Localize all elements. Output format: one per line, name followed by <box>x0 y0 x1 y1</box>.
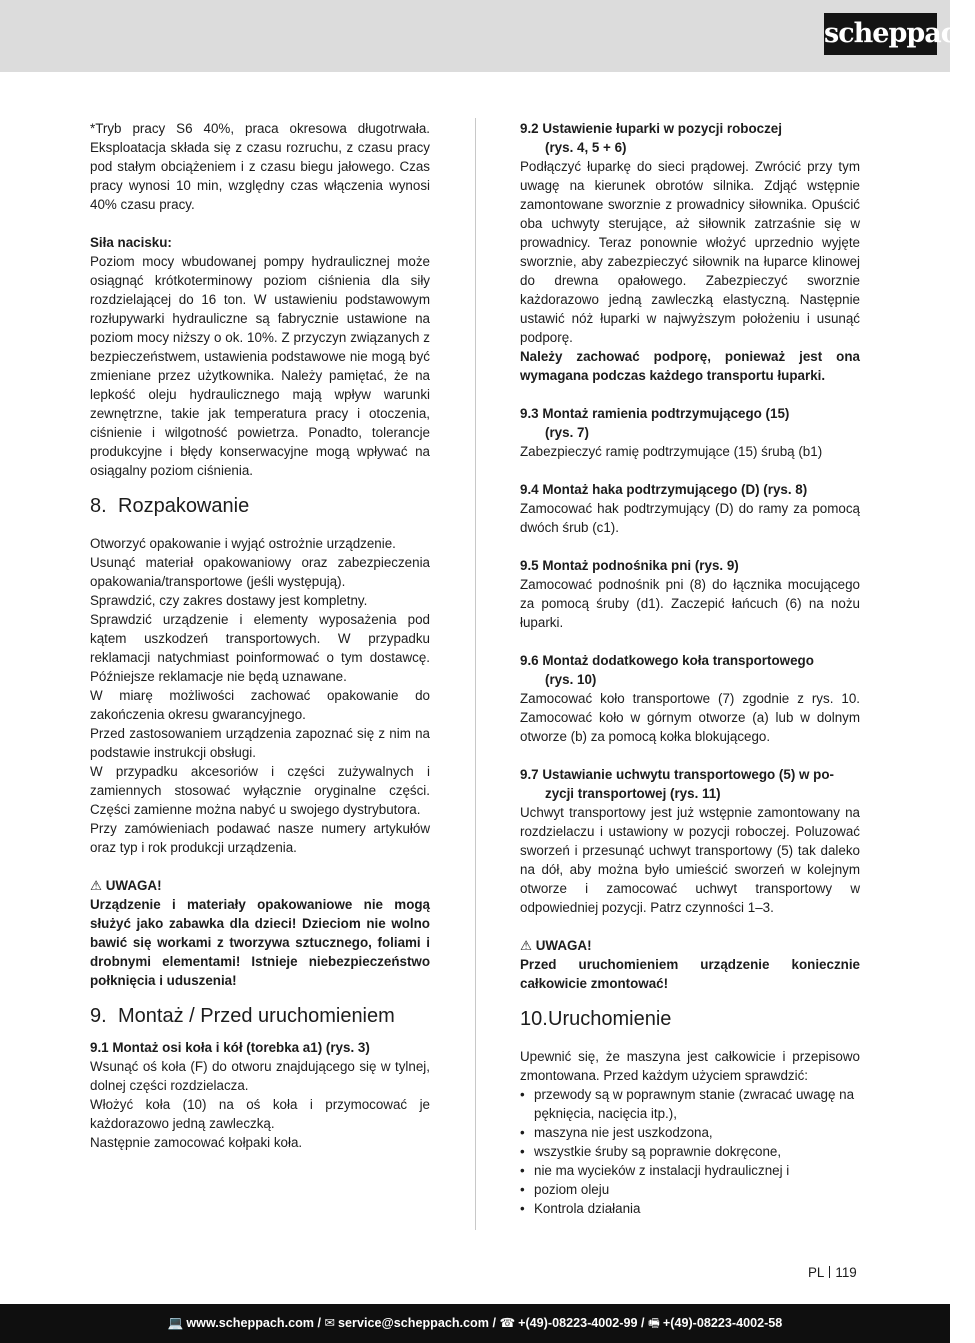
subsection-9-1-paragraph-3: Następnie zamocować kołpaki koła. <box>90 1135 303 1150</box>
subsection-9-1-paragraph-2: Włożyć koła (10) na oś koła i przymocować je każdorazowo jedną zawleczką. <box>90 1097 430 1131</box>
unpack-paragraph-1: Otworzyć opakowanie i wyjąć ostrożnie urządzenie. <box>90 536 396 551</box>
unpack-paragraph-3: Sprawdzić, czy zakres dostawy jest kompletny. <box>90 593 368 608</box>
right-column <box>520 119 860 1218</box>
page-number-separator <box>829 1266 830 1278</box>
warning-text: Urządzenie i materiały opakowaniowe nie mogą służyć jako zabawka dla dzieci! Dzieciom nie wolno bawić się workami z tworzywa sztucznego, foliami i drobnymi elementami! Istnieje niebezpieczeństwo połknięcia i uduszenia! <box>90 897 430 988</box>
subsection-9-5-paragraph: Zamocować podnośnik pni (8) do łącznika mocującego za pomocą śruby (d1). Zaczepić łańcuch (6) na nożu łuparki. <box>520 577 860 630</box>
section-9-heading <box>90 999 430 1029</box>
email-link[interactable]: service@scheppach.com <box>338 1316 489 1330</box>
language-code: PL <box>808 1265 825 1280</box>
section-number: 9. <box>90 1005 107 1027</box>
subsection-9-7-heading <box>520 765 860 803</box>
heading-line-2: (rys. 10) <box>545 672 597 687</box>
section-8-heading <box>90 489 430 519</box>
footer-separator: / <box>641 1316 645 1330</box>
warning-text: Przed uruchomieniem urządzenie koniecznie całkowicie zmontować! <box>520 957 860 991</box>
left-column <box>90 119 430 1152</box>
force-heading: Siła nacisku: <box>90 235 172 250</box>
list-item: • przewody są w poprawnym stanie (zwracać uwagę na pęknięcia, nacięcia itp.), <box>520 1085 860 1123</box>
section-number: 8. <box>90 495 107 517</box>
force-paragraph: Poziom mocy wbudowanej pompy hydraulicznej może osiągnąć krótkoterminowy poziom ciśnienia dla siły rozdzielającej do 16 ton. W ustawieniu podstawowym rozłupywarki hydrauliczne są fabrycznie ustawione na poziom mocy niższy o ok. 10%. Z przyczyn związanych z bezpieczeństwem, ustawienia podstawowe nie mogą być zmieniane przez użytkownika. Należy pamiętać, że na lepkość oleju hydraulicznego mają wpływ warunki zewnętrzne, takie jak temperatura pracy i otoczenia, ciśnienie i wilgotność powietrza. Ponadto, tolerancje produkcyjne i błędy konserwacyjne mogą wpływać na osiągalny poziom ciśnienia. <box>90 254 430 478</box>
section-number: 10. <box>520 1008 548 1030</box>
footer-bar <box>0 1304 950 1343</box>
column-divider <box>475 118 476 1230</box>
unpack-paragraph-6: Przed zastosowaniem urządzenia zapoznać się z nim na podstawie instrukcji obsługi. <box>90 726 430 760</box>
subsection-9-1-paragraph-1: Wsunąć oś koła (F) do otworu znajdującego się w tylnej, dolnej części rozdzielacza. <box>90 1059 430 1093</box>
warning-icon: ⚠ <box>90 878 103 893</box>
list-item: • poziom oleju <box>520 1180 860 1199</box>
footer-separator: / <box>492 1316 496 1330</box>
phone-number: +(49)-08223-4002-99 <box>518 1316 638 1330</box>
warning-heading <box>520 936 860 955</box>
section-title: Uruchomienie <box>548 1008 672 1030</box>
envelope-icon: ✉ <box>324 1316 336 1330</box>
list-item: • Kontrola działania <box>520 1199 860 1218</box>
footer-separator: / <box>317 1316 321 1330</box>
subsection-9-3-paragraph: Zabezpieczyć ramię podtrzymujące (15) śrubą (b1) <box>520 444 823 459</box>
warning-heading <box>90 876 430 895</box>
fax-icon: 🖷 <box>648 1316 660 1330</box>
operating-mode-note: *Tryb pracy S6 40%, praca okresowa długotrwała. Eksploatacja składa się z czasu rozruchu, z czasu pracy pod stałym obciążeniem i z czasu biegu jałowego. Czas pracy wynosi 10 min, względny czas włączenia wynosi 40% czasu pracy. <box>90 121 430 212</box>
subsection-9-2-bold-note: Należy zachować podporę, ponieważ jest ona wymagana podczas każdego transportu łuparki. <box>520 349 860 383</box>
page-number-value: 119 <box>835 1265 857 1280</box>
heading-line-1: 9.6 Montaż dodatkowego koła transportowego <box>520 653 814 668</box>
heading-line-1: 9.7 Ustawianie uchwytu transportowego (5) w po- <box>520 767 834 782</box>
subsection-9-3-heading <box>520 404 860 442</box>
unpack-paragraph-5: W miarę możliwości zachować opakowanie do zakończenia okresu gwarancyjnego. <box>90 688 430 722</box>
heading-line-2: zycji transportowej (rys. 11) <box>545 786 721 801</box>
subsection-9-6-paragraph: Zamocować koło transportowe (7) zgodnie z rys. 10. Zamocować koło w górnym otworze (a) lub w dolnym otworze (b) za pomocą kołka blokującego. <box>520 691 860 744</box>
website-link[interactable]: www.scheppach.com <box>186 1316 314 1330</box>
subsection-9-5-heading: 9.5 Montaż podnośnika pni (rys. 9) <box>520 558 739 573</box>
subsection-9-6-heading <box>520 651 860 689</box>
subsection-9-4-heading: 9.4 Montaż haka podtrzymującego (D) (rys. 8) <box>520 482 808 497</box>
section-title: Montaż / Przed uruchomieniem <box>118 1005 395 1027</box>
checklist <box>520 1085 860 1218</box>
unpack-paragraph-2: Usunąć materiał opakowaniowy oraz zabezpieczenia opakowania/transportowe (jeśli występują). <box>90 555 430 589</box>
subsection-9-4-paragraph: Zamocować hak podtrzymujący (D) do ramy za pomocą dwóch śrub (c1). <box>520 501 860 535</box>
subsection-9-1-heading: 9.1 Montaż osi koła i kół (torebka a1) (rys. 3) <box>90 1040 370 1055</box>
subsection-9-2-heading <box>520 119 860 157</box>
page-number <box>808 1265 857 1280</box>
section-10-paragraph: Upewnić się, że maszyna jest całkowicie i przepisowo zmontowana. Przed każdym użyciem sprawdzić: <box>520 1049 860 1083</box>
heading-line-2: (rys. 4, 5 + 6) <box>545 140 627 155</box>
list-item: • nie ma wycieków z instalacji hydraulicznej i <box>520 1161 860 1180</box>
scheppach-logo: scheppach <box>824 13 937 55</box>
section-10-heading <box>520 1002 860 1032</box>
list-item: • wszystkie śruby są poprawnie dokręcone, <box>520 1142 860 1161</box>
unpack-paragraph-8: Przy zamówieniach podawać nasze numery artykułów oraz typ i rok produkcji urządzenia. <box>90 821 430 855</box>
heading-line-1: 9.3 Montaż ramienia podtrzymującego (15) <box>520 406 790 421</box>
heading-line-2: (rys. 7) <box>545 425 589 440</box>
unpack-paragraph-7: W przypadku akcesoriów i części zużywalnych i zamiennych stosować wyłącznie oryginalne części. Części zamienne można nabyć u swojego dystrybutora. <box>90 764 430 817</box>
phone-icon: ☎ <box>499 1316 516 1330</box>
warning-label: UWAGA! <box>105 878 162 893</box>
warning-icon: ⚠ <box>520 938 533 953</box>
computer-icon: 💻 <box>167 1316 184 1330</box>
fax-number: +(49)-08223-4002-58 <box>662 1316 783 1330</box>
warning-label: UWAGA! <box>535 938 592 953</box>
list-item: • maszyna nie jest uszkodzona, <box>520 1123 860 1142</box>
subsection-9-7-paragraph: Uchwyt transportowy jest już wstępnie zamontowany na rozdzielaczu i ustawiony w pozycji roboczej. Poluzować sworzeń i przesunąć uchwyt transportowy (5) tak daleko na dół, aby można było umieścić sworzeń w kolejnym otworze i zamocować uchwyt transportowy w odpowiedniej pozycji. Patrz czynności 1–3. <box>520 805 860 915</box>
section-title: Rozpakowanie <box>118 495 250 517</box>
heading-line-1: 9.2 Ustawienie łuparki w pozycji roboczej <box>520 121 782 136</box>
header-bar <box>0 0 975 72</box>
unpack-paragraph-4: Sprawdzić urządzenie i elementy wyposażenia pod kątem uszkodzeń transportowych. W przypadku reklamacji natychmiast poinformować o tym dostawcę. Późniejsze reklamacje nie będą uznawane. <box>90 612 430 684</box>
subsection-9-2-paragraph: Podłączyć łuparkę do sieci prądowej. Zwrócić przy tym uwagę na kierunek obrotów silnika. Zdjąć wstępnie zamontowane sworznie z prowadnicy siłownika. Opuścić oba uchwyty sterujące, aż siłownik zatrzaśnie się w prowadnicy. Teraz ponownie włożyć uprzednio wyjęte sworznie, aby zabezpieczyć siłownik na łuparce klinowej do drewna opałowego. Zabezpieczyć sworznie każdorazowo jedną zawleczką elastyczną. Następnie ustawić nóż łuparki w najwyższym położeniu i usunąć podporę. <box>520 159 860 345</box>
